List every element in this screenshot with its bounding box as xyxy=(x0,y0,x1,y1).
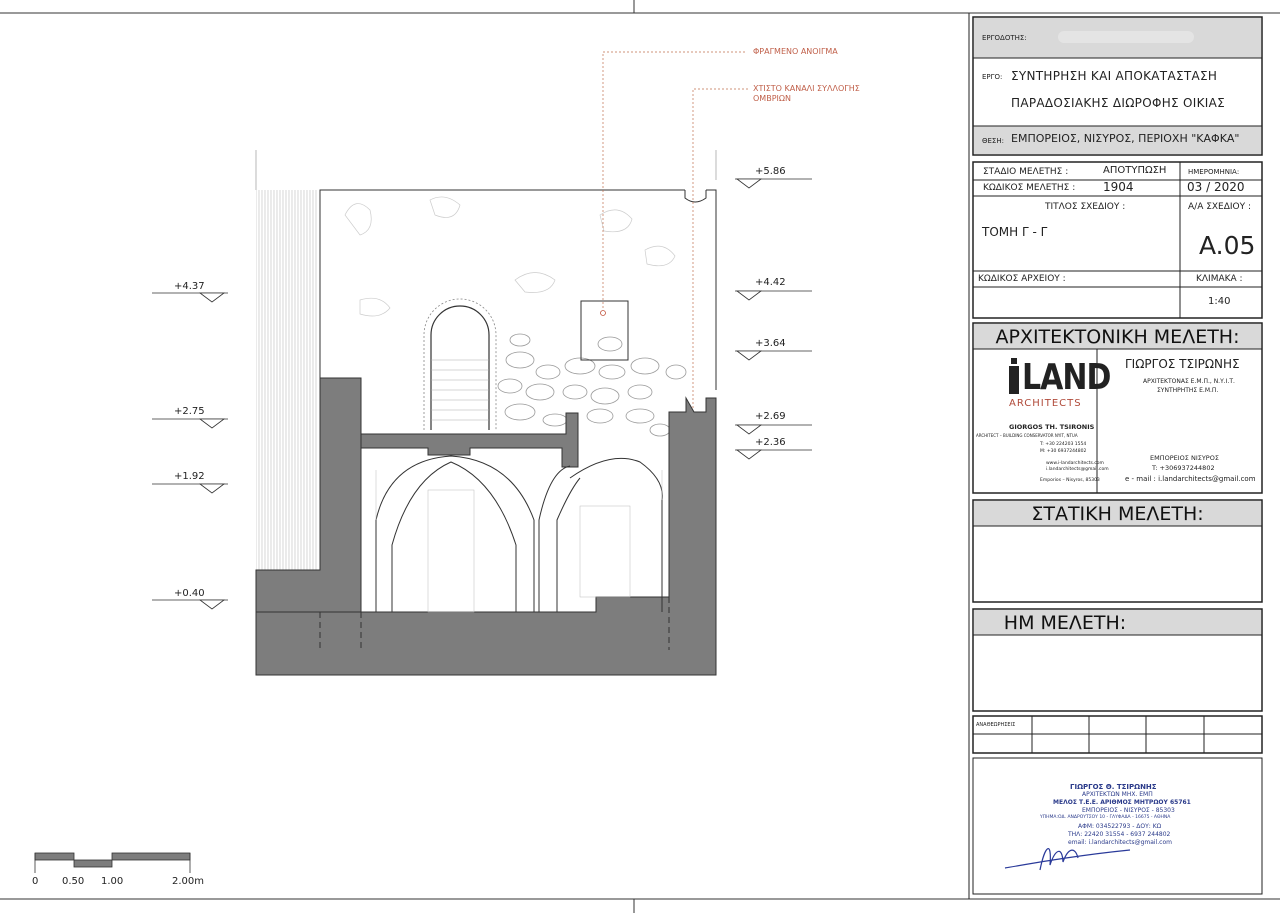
project-title-line2: ΠΑΡΑΔΟΣΙΑΚΗΣ ΔΙΩΡΟΦΗΣ ΟΙΚΙΑΣ xyxy=(1011,96,1225,110)
scale-bar-label: 1.00 xyxy=(101,876,124,887)
client-label: ΕΡΓΟΔΟΤΗΣ: xyxy=(982,34,1027,42)
logo-address: Emporios – Nisyros, 85303 xyxy=(1040,478,1100,483)
stage-value: ΑΠΟΤΥΠΩΣΗ xyxy=(1103,165,1167,176)
logo-phone: M: +30 6937244802 xyxy=(1040,449,1087,454)
revisions-label: ΑΝΑΘΕΩΡΗΣΕΙΣ xyxy=(976,722,1016,728)
annotation-rain-channel: ΧΤΙΣΤΟ ΚΑΝΑΛΙ ΣΥΛΛΟΓΗΣ xyxy=(753,84,860,93)
date-value: 03 / 2020 xyxy=(1187,180,1245,194)
architect-role: ΣΥΝΤΗΡΗΤΗΣ Ε.Μ.Π. xyxy=(1157,387,1219,394)
stamp-line: ΑΡΧΙΤΕΚΤΩΝ ΜΗΧ. ΕΜΠ xyxy=(1082,791,1153,798)
scale-label: ΚΛΙΜΑΚΑ : xyxy=(1196,274,1243,284)
level-label: +3.64 xyxy=(755,338,786,349)
logo-role: ARCHITECT – BUILDING CONSERVATOR NYIT, NTUA xyxy=(976,433,1078,438)
location-label: ΘΕΣΗ: xyxy=(982,137,1004,145)
project-title-line1: ΣΥΝΤΗΡΗΣΗ ΚΑΙ ΑΠΟΚΑΤΑΣΤΑΣΗ xyxy=(1011,69,1218,83)
level-label: +2.69 xyxy=(755,411,786,422)
static-study-header: ΣΤΑΤΙΚΗ ΜΕΛΕΤΗ: xyxy=(1031,503,1204,525)
archive-label: ΚΩΔΙΚΟΣ ΑΡΧΕΙΟΥ : xyxy=(978,274,1066,284)
level-label: +0.40 xyxy=(174,588,205,599)
scale-value: 1:40 xyxy=(1208,296,1231,307)
architect-email: e - mail : i.landarchitects@gmail.com xyxy=(1125,475,1256,483)
architectural-study-header: ΑΡΧΙΤΕΚΤΟΝΙΚΗ ΜΕΛΕΤΗ: xyxy=(995,326,1240,348)
logo-subtitle: ARCHITECTS xyxy=(1009,398,1082,409)
level-label: +5.86 xyxy=(755,166,786,177)
scale-bar-label: 0 xyxy=(32,876,39,887)
architect-name: ΓΙΩΡΓΟΣ ΤΣΙΡΩΝΗΣ xyxy=(1125,357,1240,371)
stamp-line: ΥΠΗΜΑ:ΟΔ. ΑΝΔΡΟΥΤΣΟΥ 10 - ΓΛΥΦΑΔΑ - 16675 - ΑΘΗΝΑ xyxy=(1040,815,1171,820)
level-label: +2.75 xyxy=(174,406,205,417)
level-label: +2.36 xyxy=(755,437,786,448)
annotation-rain-channel-2: ΟΜΒΡΙΩΝ xyxy=(753,94,791,103)
logo-wordmark: LAND xyxy=(1022,356,1111,399)
level-label: +1.92 xyxy=(174,471,205,482)
stamp-line: ΕΜΠΟΡΕΙΟΣ - ΝΙΣΥΡΟΣ - 85303 xyxy=(1082,807,1175,814)
logo-name: GIORGOS TH. TSIRONIS xyxy=(1009,423,1095,431)
stage-label: ΣΤΑΔΙΟ ΜΕΛΕΤΗΣ : xyxy=(983,167,1069,177)
architect-role: ΑΡΧΙΤΕΚΤΟΝΑΣ Ε.Μ.Π., Ν.Υ.Ι.Τ. xyxy=(1143,378,1235,385)
stamp-line: email: i.landarchitects@gmail.com xyxy=(1068,839,1172,846)
drawing-title: ΤΟΜΗ Γ - Γ xyxy=(982,225,1048,239)
scale-bar-label: 0.50 xyxy=(62,876,85,887)
level-label: +4.37 xyxy=(174,281,205,292)
scale-bar-label: 2.00m xyxy=(172,876,205,887)
date-label: ΗΜΕΡΟΜΗΝΙΑ: xyxy=(1188,168,1240,176)
logo-email: i.landarchitects@gmail.com xyxy=(1046,467,1109,472)
annotation-blocked-opening: ΦΡΑΓΜΕΝΟ ΑΝΟΙΓΜΑ xyxy=(753,47,838,56)
stamp-line: ΑΦΜ: 034522793 - ΔΟΥ: ΚΩ xyxy=(1078,823,1162,830)
stamp-line: ΓΙΩΡΓΟΣ Θ. ΤΣΙΡΩΝΗΣ xyxy=(1070,783,1157,791)
drawing-no-label: Α/Α ΣΧΕΔΙΟΥ : xyxy=(1188,202,1252,212)
stamp-line: ΤΗΛ: 22420 31554 - 6937 244802 xyxy=(1068,831,1171,838)
logo-web: www.i-landarchitects.com xyxy=(1046,461,1104,466)
architect-phone: T: +306937244802 xyxy=(1152,464,1215,472)
drawing-title-label: ΤΙΤΛΟΣ ΣΧΕΔΙΟΥ : xyxy=(1045,202,1126,212)
em-study-header: ΗΜ ΜΕΛΕΤΗ: xyxy=(1003,612,1127,634)
stamp-line: ΜΕΛΟΣ Τ.Ε.Ε. ΑΡΙΘΜΟΣ ΜΗΤΡΩΟΥ 65761 xyxy=(1053,799,1191,806)
level-label: +4.42 xyxy=(755,277,786,288)
code-value: 1904 xyxy=(1103,180,1134,194)
project-label: ΕΡΓΟ: xyxy=(982,73,1003,81)
architect-place: ΕΜΠΟΡΕΙΟΣ ΝΙΣΥΡΟΣ xyxy=(1150,454,1219,462)
logo-phone: T: +30 224203 1554 xyxy=(1040,442,1087,447)
code-label: ΚΩΔΙΚΟΣ ΜΕΛΕΤΗΣ : xyxy=(983,183,1076,193)
drawing-number: A.05 xyxy=(1199,231,1256,260)
location-value: ΕΜΠΟΡΕΙΟΣ, ΝΙΣΥΡΟΣ, ΠΕΡΙΟΧΗ "ΚΑΦΚΑ" xyxy=(1011,132,1240,145)
